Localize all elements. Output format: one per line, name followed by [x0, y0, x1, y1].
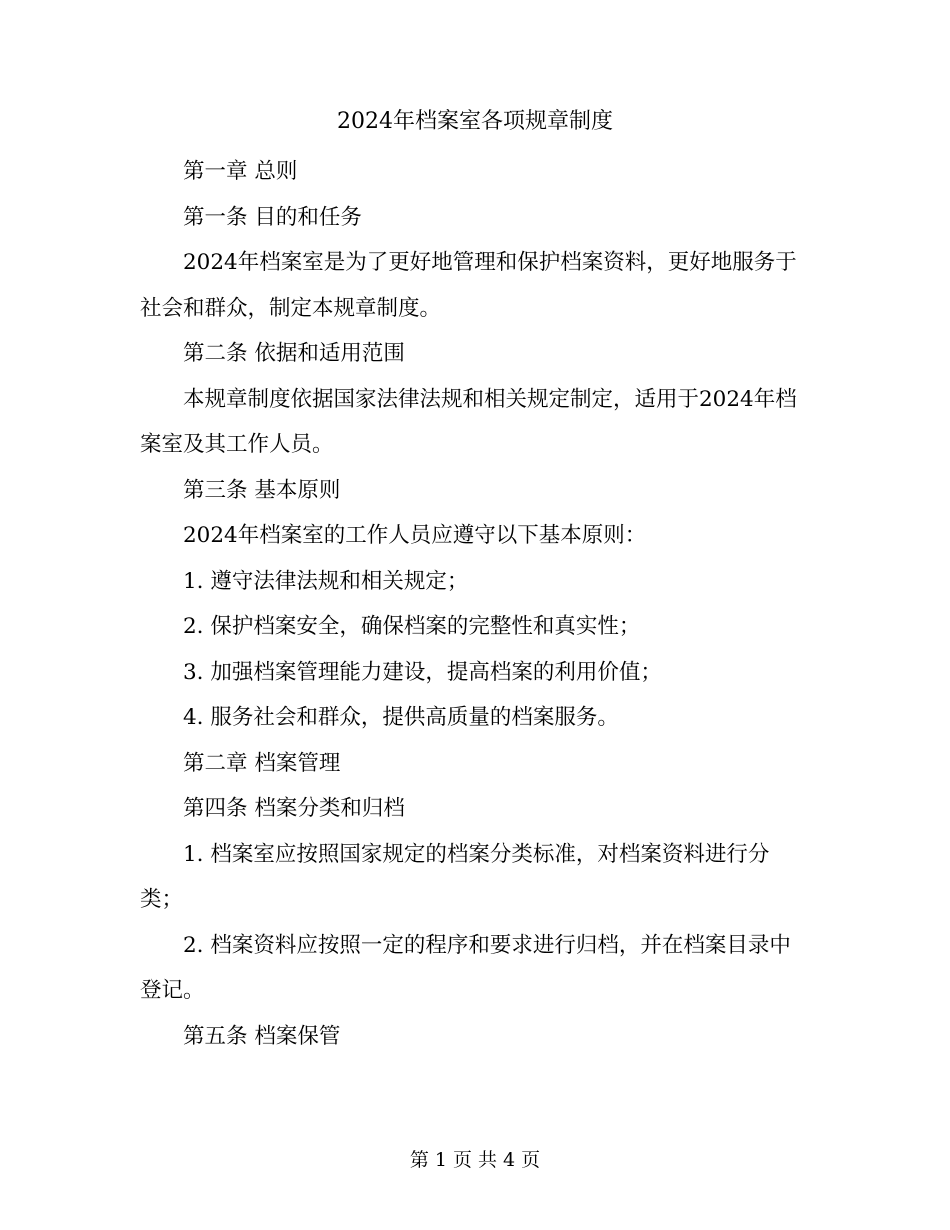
list-item: 2. 保护档案安全，确保档案的完整性和真实性；	[183, 614, 641, 639]
paragraph: 2024年档案室的工作人员应遵守以下基本原则：	[183, 523, 647, 548]
article-heading: 第一条 目的和任务	[183, 204, 362, 230]
article-heading: 第三条 基本原则	[183, 477, 341, 503]
chapter-heading: 第一章 总则	[183, 159, 298, 184]
page-footer: 第 1 页 共 4 页	[409, 1149, 541, 1171]
list-item: 3. 加强档案管理能力建设，提高档案的利用价值；	[183, 659, 662, 685]
paragraph: 2024年档案室是为了更好地管理和保护档案资料，更好地服务于社会和群众，制定本规章制度。	[140, 250, 797, 321]
list-item: 1. 遵守法律法规和相关规定；	[183, 568, 469, 594]
paragraph: 本规章制度依据国家法律法规和相关规定制定，适用于2024年档案室及其工作人员。	[140, 386, 797, 457]
article-heading: 第二条 依据和适用范围	[183, 341, 405, 366]
list-item: 4. 服务社会和群众，提供高质量的档案服务。	[183, 705, 619, 730]
list-item: 1. 档案室应按照国家规定的档案分类标准，对档案资料进行分类；	[140, 841, 770, 912]
document-title: 2024年档案室各项规章制度	[337, 109, 613, 134]
document-body	[140, 149, 810, 1059]
chapter-heading: 第二章 档案管理	[183, 750, 341, 776]
list-item: 2. 档案资料应按照一定的程序和要求进行归档，并在档案目录中登记。	[140, 932, 791, 1003]
article-heading: 第四条 档案分类和归档	[183, 796, 405, 821]
article-heading: 第五条 档案保管	[183, 1023, 341, 1049]
